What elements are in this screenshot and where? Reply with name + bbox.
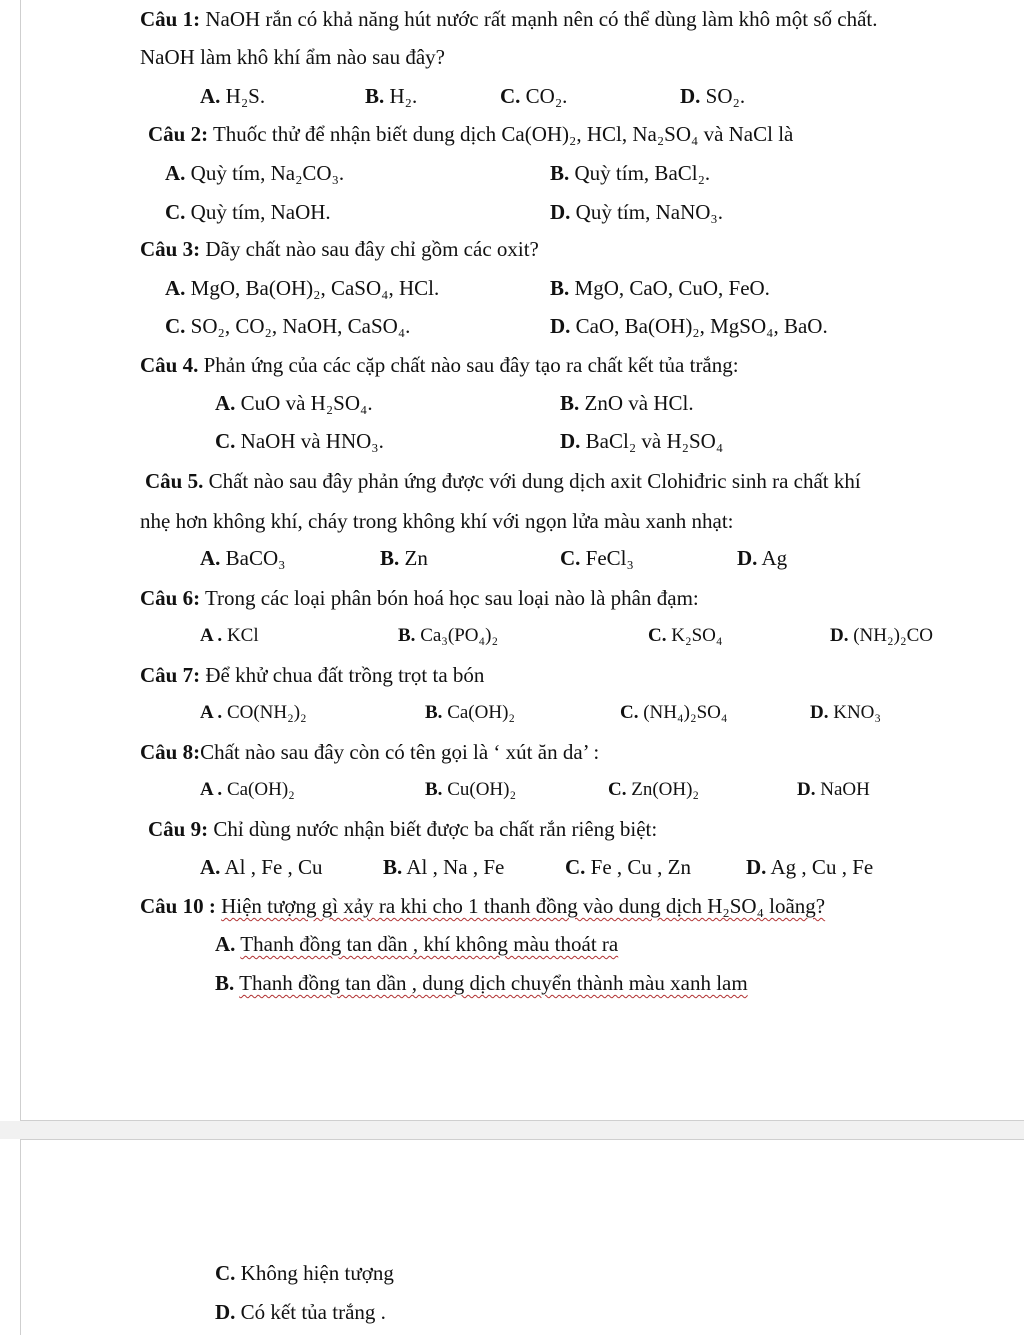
question-9-option-b[interactable]: B. Al , Na , Fe bbox=[383, 855, 505, 879]
question-1-line-1 bbox=[140, 6, 878, 32]
question-3-stem-1: Dãy chất nào sau đây chỉ gồm các oxit? bbox=[205, 237, 539, 261]
question-8-line-1 bbox=[140, 739, 599, 765]
question-2-stem-1: Thuốc thử để nhận biết dung dịch Ca(OH)₂, HCl, Na₂SO₄ và NaCl là bbox=[212, 122, 794, 146]
question-9-option-c[interactable]: C. Fe , Cu , Zn bbox=[565, 855, 692, 879]
question-4-option-c[interactable]: C. NaOH và HNO₃. bbox=[215, 429, 384, 453]
question-9-option-a[interactable]: A. Al , Fe , Cu bbox=[200, 855, 323, 879]
question-4-option-a[interactable]: A. CuO và H₂SO₄. bbox=[215, 391, 373, 415]
question-6-option-a[interactable]: A . KCl bbox=[200, 625, 259, 646]
question-1-option-b[interactable]: B. H₂. bbox=[365, 84, 418, 108]
question-1-label: Câu 1: bbox=[140, 7, 201, 31]
question-7-line-1 bbox=[140, 662, 484, 688]
question-5-option-b[interactable]: B. Zn bbox=[380, 546, 428, 570]
question-8-option-b[interactable]: B. Cu(OH)₂ bbox=[425, 779, 517, 800]
question-2-line-1 bbox=[148, 121, 793, 147]
question-6-option-d[interactable]: D. (NH₂)₂CO bbox=[830, 625, 933, 646]
question-5-stem-2: nhẹ hơn không khí, cháy trong không khí với ngọn lửa màu xanh nhạt: bbox=[140, 509, 734, 533]
question-10-option-a[interactable]: A. Thanh đồng tan dần , khí không màu thoát ra bbox=[215, 932, 619, 956]
question-7-option-a[interactable]: A . CO(NH₂)₂ bbox=[200, 702, 307, 723]
question-10-option-c[interactable]: C. Không hiện tượng bbox=[215, 1261, 394, 1285]
question-8-option-a[interactable]: A . Ca(OH)₂ bbox=[200, 779, 295, 800]
question-5-label: Câu 5. bbox=[145, 469, 204, 493]
question-7-stem-1: Để khử chua đất trồng trọt ta bón bbox=[205, 663, 485, 687]
question-1-line-2 bbox=[140, 44, 445, 70]
page-2 bbox=[20, 1139, 1024, 1335]
question-4-label: Câu 4. bbox=[140, 353, 199, 377]
question-2-label: Câu 2: bbox=[148, 122, 209, 146]
question-9-line-1 bbox=[148, 816, 657, 842]
question-5-stem-1: Chất nào sau đây phản ứng được với dung dịch axit Clohiđric sinh ra chất khí bbox=[208, 469, 861, 493]
question-7-option-b[interactable]: B. Ca(OH)₂ bbox=[425, 702, 516, 723]
question-8-label: Câu 8: bbox=[140, 740, 201, 764]
question-7-label: Câu 7: bbox=[140, 663, 201, 687]
question-4-stem-1: Phản ứng của các cặp chất nào sau đây tạo ra chất kết tủa trắng: bbox=[203, 353, 739, 377]
question-3-option-c[interactable]: C. SO₂, CO₂, NaOH, CaSO₄. bbox=[165, 314, 411, 338]
question-1-option-c[interactable]: C. CO₂. bbox=[500, 84, 568, 108]
question-6-line-1 bbox=[140, 585, 699, 611]
question-5-option-c[interactable]: C. FeCl₃ bbox=[560, 546, 634, 570]
question-1-option-a[interactable]: A. H₂S. bbox=[200, 84, 266, 108]
question-9-label: Câu 9: bbox=[148, 817, 209, 841]
question-7-option-d[interactable]: D. KNO₃ bbox=[810, 702, 882, 723]
question-4-line-1 bbox=[140, 352, 739, 378]
question-10-label: Câu 10 : bbox=[140, 894, 216, 918]
question-4-option-d[interactable]: D. BaCl₂ và H₂SO₄ bbox=[560, 429, 724, 453]
question-10-option-d[interactable]: D. Có kết tủa trắng . bbox=[215, 1300, 386, 1324]
question-3-option-d[interactable]: D. CaO, Ba(OH)₂, MgSO₄, BaO. bbox=[550, 314, 828, 338]
question-2-option-d[interactable]: D. Quỳ tím, NaNO₃. bbox=[550, 200, 723, 224]
question-1-stem-1: NaOH rắn có khả năng hút nước rất mạnh nên có thể dùng làm khô một số chất. bbox=[205, 7, 878, 31]
question-3-line-1 bbox=[140, 236, 539, 262]
question-8-option-d[interactable]: D. NaOH bbox=[797, 779, 870, 800]
question-6-label: Câu 6: bbox=[140, 586, 201, 610]
question-8-stem-1: Chất nào sau đây còn có tên gọi là ‘ xút ăn da’ : bbox=[200, 740, 600, 764]
question-9-option-d[interactable]: D. Ag , Cu , Fe bbox=[746, 855, 874, 879]
question-3-label: Câu 3: bbox=[140, 237, 201, 261]
question-1-stem-2: NaOH làm khô khí ẩm nào sau đây? bbox=[140, 45, 446, 69]
question-5-line-2 bbox=[140, 508, 734, 534]
question-10-line-1 bbox=[140, 893, 825, 919]
question-1-option-d[interactable]: D. SO₂. bbox=[680, 84, 746, 108]
question-2-option-a[interactable]: A. Quỳ tím, Na₂CO₃. bbox=[165, 161, 345, 185]
question-5-option-d[interactable]: D. Ag bbox=[737, 546, 788, 570]
question-9-stem-1: Chỉ dùng nước nhận biết được ba chất rắn riêng biệt: bbox=[213, 817, 658, 841]
page-gap bbox=[0, 1121, 1024, 1139]
question-7-option-c[interactable]: C. (NH₄)₂SO₄ bbox=[620, 702, 728, 723]
question-2-option-b[interactable]: B. Quỳ tím, BaCl₂. bbox=[550, 161, 711, 185]
question-3-option-b[interactable]: B. MgO, CaO, CuO, FeO. bbox=[550, 276, 770, 300]
question-8-option-c[interactable]: C. Zn(OH)₂ bbox=[608, 779, 700, 800]
question-4-option-b[interactable]: B. ZnO và HCl. bbox=[560, 391, 694, 415]
question-3-option-a[interactable]: A. MgO, Ba(OH)₂, CaSO₄, HCl. bbox=[165, 276, 440, 300]
question-6-option-b[interactable]: B. Ca₃(PO₄)₂ bbox=[398, 625, 499, 646]
question-2-option-c[interactable]: C. Quỳ tím, NaOH. bbox=[165, 200, 331, 224]
question-5-line-1 bbox=[145, 468, 861, 494]
question-10-option-b[interactable]: B. Thanh đồng tan dần , dung dịch chuyển thành màu xanh lam bbox=[215, 971, 748, 995]
question-10-stem-1: Hiện tượng gì xảy ra khi cho 1 thanh đồng vào dung dịch H₂SO₄ loãng? bbox=[221, 894, 826, 918]
question-6-option-c[interactable]: C. K₂SO₄ bbox=[648, 625, 723, 646]
question-5-option-a[interactable]: A. BaCO₃ bbox=[200, 546, 286, 570]
question-6-stem-1: Trong các loại phân bón hoá học sau loại nào là phân đạm: bbox=[204, 586, 699, 610]
